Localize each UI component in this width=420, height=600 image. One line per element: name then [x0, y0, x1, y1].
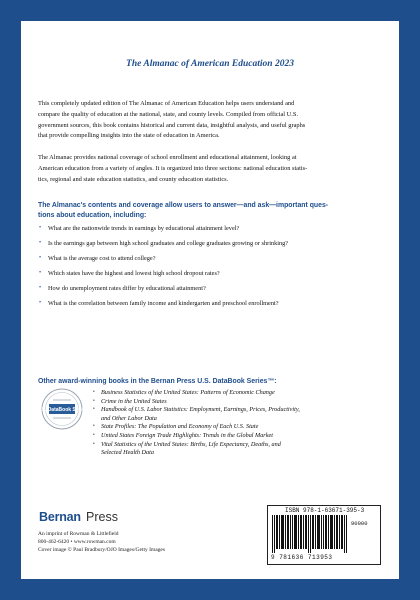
cover-credit: Cover image © Paul Bradbury/OJO Images/Getty Images — [38, 547, 165, 553]
intro-paragraph — [38, 99, 382, 142]
intro-line: that provide compelling insights into the state of education in America. — [38, 132, 220, 140]
questions-heading-line: The Almanac's contents and coverage allow users to answer—and ask—important ques- — [38, 202, 329, 209]
list-item — [38, 269, 382, 284]
questions-list — [38, 224, 382, 314]
coverage-line: tics, regional and state education statistics, and county education statistics. — [38, 175, 229, 183]
book-line: Business Statistics of the United States: Patterns of Economic Change — [101, 389, 275, 396]
question-text: Which states have the highest and lowest high school dropout rates? — [48, 270, 220, 277]
isbn-text: ISBN 978-1-63671-395-3 — [285, 507, 365, 514]
question-text: What is the correlation between family income and kindergarten and preschool enrollment? — [48, 300, 279, 307]
intro-line: compare the quality of education at the national, state, and county levels. Compiled from official U.S. — [38, 110, 299, 118]
book-line: and Other Labor Data — [101, 414, 157, 422]
bullet-icon: • — [93, 424, 95, 430]
bullet-icon: • — [93, 441, 95, 447]
coverage-paragraph — [38, 153, 382, 185]
bullet-icon: • — [39, 285, 42, 291]
logo-suffix: Press — [86, 510, 118, 524]
bullet-icon: • — [93, 407, 95, 413]
questions-heading — [38, 201, 382, 221]
intro-line: government sources, this book contains historical and current data, insightful analysis, and useful graphs — [38, 121, 306, 129]
imprint-block — [38, 530, 165, 554]
bullet-icon: • — [39, 270, 42, 276]
price-code: 90000 — [351, 520, 368, 527]
books-list — [93, 389, 385, 458]
list-item — [38, 239, 382, 254]
intro-line: This completely updated edition of The Almanac of American Education helps users understand and — [38, 100, 295, 107]
list-item — [93, 423, 385, 432]
list-item — [38, 254, 382, 269]
bullet-icon: • — [39, 225, 42, 231]
bullet-icon: • — [39, 240, 42, 246]
list-item — [93, 441, 385, 458]
seal-text: U.S. DataBook Series — [36, 407, 88, 413]
coverage-line: American education from a variety of angles. It is organized into three sections: national education statis- — [38, 164, 308, 172]
book-line: Crime in the United States — [101, 397, 167, 405]
list-item — [93, 432, 385, 441]
books-heading: Other award-winning books in the Bernan Press U.S. DataBook Series™: — [38, 378, 277, 385]
questions-heading-line: tions about education, including: — [38, 212, 147, 219]
bullet-icon: • — [39, 255, 42, 261]
list-item — [93, 406, 385, 423]
book-line: Vital Statistics of the United States: Births, Life Expectancy, Deaths, and — [101, 440, 281, 448]
book-line: State Profiles: The Population and Economy of Each U.S. State — [101, 423, 259, 431]
question-text: What are the nationwide trends in earnings by educational attainment level? — [48, 225, 240, 232]
bullet-icon: • — [93, 398, 95, 404]
question-text: How do unemployment rates differ by educational attainment? — [48, 285, 206, 292]
list-item — [38, 224, 382, 239]
book-title: The Almanac of American Education 2023 — [126, 59, 294, 69]
list-item — [38, 299, 382, 314]
bernan-press-logo — [39, 508, 149, 526]
book-line: United States Foreign Trade Highlights: Trends in the Global Market — [101, 431, 273, 439]
list-item — [93, 398, 385, 407]
barcode-icon — [272, 515, 350, 553]
book-line: Selected Health Data — [101, 449, 154, 457]
imprint-line: An imprint of Rowman & Littlefield — [38, 531, 119, 537]
bullet-icon: • — [93, 432, 95, 438]
list-item — [38, 284, 382, 299]
question-text: What is the average cost to attend college? — [48, 255, 156, 262]
bullet-icon: • — [93, 390, 95, 395]
databook-series-seal-icon — [36, 388, 88, 430]
barcode-digits: 9 781636 713953 — [271, 554, 333, 561]
publisher-contact: 800-462-6420 • www.rowman.com — [38, 539, 116, 545]
book-line: Handbook of U.S. Labor Statistics: Employment, Earnings, Prices, Productivity, — [101, 406, 300, 414]
back-cover-page — [21, 21, 399, 579]
bullet-icon: • — [39, 300, 42, 306]
coverage-line: The Almanac provides national coverage of school enrollment and educational attainment, looking at — [38, 154, 297, 161]
question-text: Is the earnings gap between high school graduates and college graduates growing or shrinking? — [48, 240, 289, 247]
list-item — [93, 389, 385, 398]
logo-brand: Bernan — [39, 510, 81, 524]
